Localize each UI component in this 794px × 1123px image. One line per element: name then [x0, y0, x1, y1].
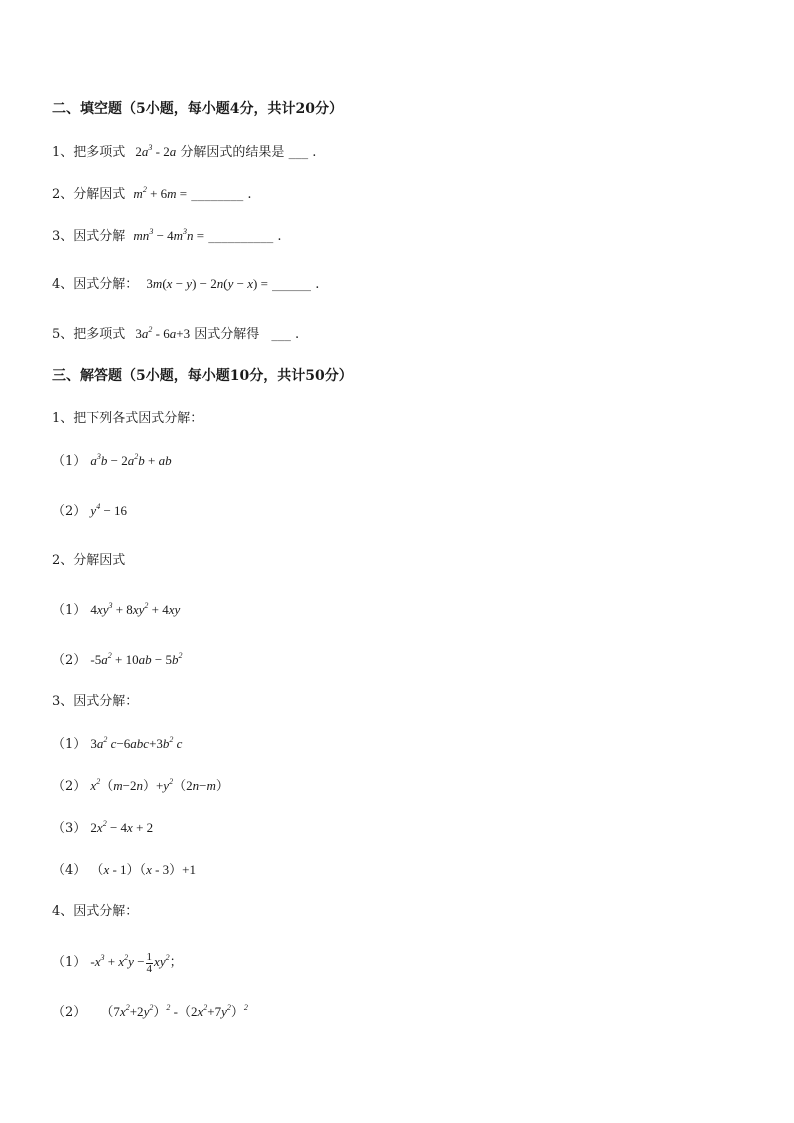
answer-q3-part-3 [52, 819, 153, 838]
fill-q4-blank[interactable]: ______ [272, 277, 312, 292]
part-label: （2） [52, 779, 87, 794]
answer-q3-title: 3、因式分解： [52, 694, 139, 709]
part-label: （4） [52, 863, 87, 878]
fill-q2-prefix: 2、分解因式 [52, 187, 126, 202]
fill-q5-prefix: 5、把多项式 [52, 327, 126, 342]
fill-q2-expression: $m^2 + 6m$ = [133, 185, 188, 201]
fill-q1-suffix: 分解因式的结果是 [180, 145, 285, 160]
part-label: （1） [52, 454, 87, 469]
answer-q3-part-2 [52, 777, 229, 796]
section-2-heading: 二、填空题（5小题，每小题4分，共计20分） [52, 101, 343, 117]
answer-q4-part-1 [52, 950, 183, 975]
part-label: （1） [52, 737, 87, 752]
answer-q3-part-1-expression: $3a^2$ $c-6abc+3b^2$ c [90, 735, 183, 751]
fill-q5-suffix: 因式分解得 [194, 327, 260, 342]
answer-q3-part-4-expression: （x - 1）（x - 3）+1 [90, 862, 197, 877]
fraction-denominator: 4 [146, 962, 153, 975]
answer-q3-part-2-expression: $x^2(m-2n)+y^2(2n-m)$ [90, 777, 229, 793]
answer-q1-part-2 [52, 502, 127, 521]
fill-q5-end: . [295, 327, 300, 342]
fill-question-3 [52, 227, 282, 246]
fill-question-4 [52, 275, 319, 294]
answer-q4-title: 4、因式分解： [52, 904, 139, 919]
fill-q1-blank[interactable]: ___ [288, 145, 309, 160]
part-label: （3） [52, 821, 87, 836]
answer-q1-part-2-expression: $y^4 - 16$ [90, 502, 128, 518]
answer-q2-title: 2、分解因式 [52, 553, 126, 568]
fill-q4-expression: 3m(x − y) − 2n(y − x) = [146, 276, 268, 291]
part-label: （1） [52, 603, 87, 618]
fill-q3-end: . [277, 229, 282, 244]
answer-q4-part-2-expression: $(7x^2+2y^2)^2$ $-(2x^2+7y^2)^2$ [100, 1003, 248, 1019]
fill-q1-expression: $2a^3 - 2a$ [135, 143, 177, 159]
part-label: （2） [52, 504, 87, 519]
fill-q2-end: . [247, 187, 252, 202]
answer-q2-part-1 [52, 601, 180, 620]
fill-q3-blank[interactable]: __________ [208, 229, 274, 244]
answer-q2-part-2-expression: $-5a^2 + 10ab - 5b^2$ [90, 651, 183, 667]
fill-q5-expression: $3a^2 - 6a+3$ [135, 325, 191, 341]
answer-q3-part-4 [52, 861, 196, 880]
answer-q2-part-2 [52, 651, 182, 670]
fill-q4-end: . [315, 277, 320, 292]
answer-q4-part-2 [52, 1003, 248, 1022]
fill-question-2 [52, 185, 252, 204]
fill-q1-end: . [312, 145, 317, 160]
answer-q1-part-1-expression: $a^3b - 2a^2b$ + ab [90, 452, 172, 468]
fill-question-5 [52, 325, 299, 344]
answer-q4-part-1-expression: $-x^3 + x^2y$ − $\frac{1}{4}$ $xy^2$； [90, 950, 183, 975]
part-label: （1） [52, 955, 87, 970]
section-3-heading: 三、解答题（5小题，每小题10分，共计50分） [52, 368, 353, 384]
fill-q1-prefix: 1、把多项式 [52, 145, 126, 160]
answer-q2-part-1-expression: $4xy^3 + 8xy^2 + 4xy$ [90, 601, 181, 617]
part-label: （2） [52, 1005, 87, 1020]
fill-q2-blank[interactable]: ________ [191, 187, 244, 202]
answer-q3-part-1 [52, 735, 182, 754]
fill-q5-blank[interactable]: ___ [271, 327, 291, 342]
fraction-numerator: 1 [146, 950, 153, 963]
fill-q3-expression: $mn^3 - 4m^3n$ = [133, 227, 205, 243]
fill-q3-prefix: 3、因式分解 [52, 229, 126, 244]
fill-question-1 [52, 143, 316, 162]
fill-q4-prefix: 4、因式分解： [52, 277, 139, 292]
part-label: （2） [52, 653, 87, 668]
answer-q1-title: 1、把下列各式因式分解： [52, 411, 204, 426]
answer-q1-part-1 [52, 452, 172, 471]
fraction-one-quarter [146, 952, 154, 975]
answer-q3-part-3-expression: $2x^2 - 4x + 2$ [90, 819, 154, 835]
